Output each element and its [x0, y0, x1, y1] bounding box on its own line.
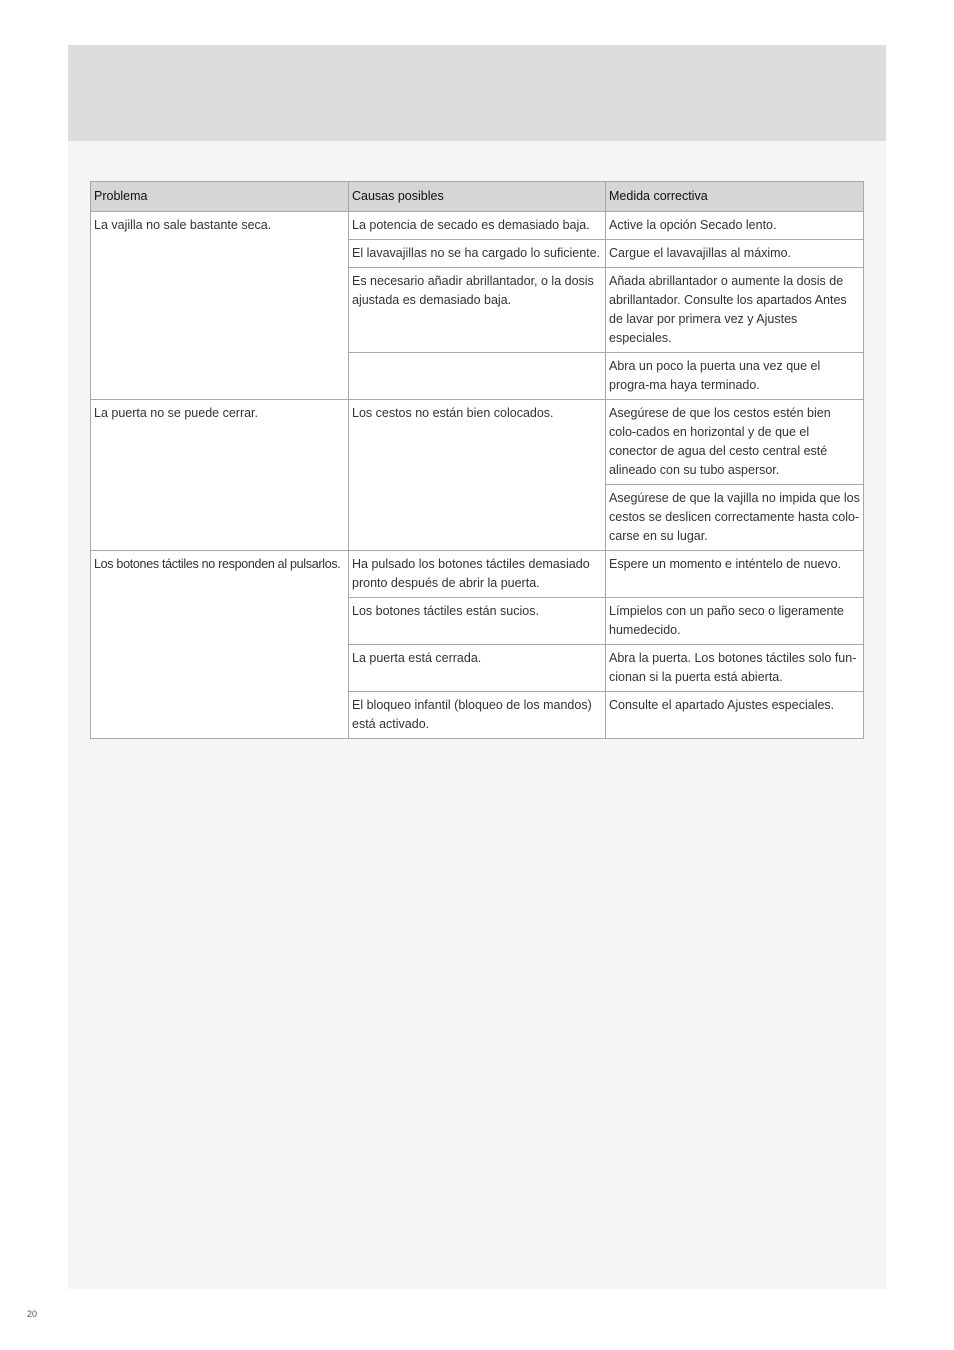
cause-cell: El lavavajillas no se ha cargado lo suficiente. [349, 240, 606, 268]
problem-cell: Los botones táctiles no responden al pulsarlos. [91, 551, 349, 739]
table-row [91, 400, 864, 485]
cause-cell: Es necesario añadir abrillantador, o la dosis ajustada es demasiado baja. [349, 268, 606, 353]
problem-cell: La puerta no se puede cerrar. [91, 400, 349, 551]
remedy-cell: Asegúrese de que la vajilla no impida que los cestos se deslicen correctamente hasta colo-carse en su lugar. [606, 485, 864, 551]
remedy-cell: Espere un momento e inténtelo de nuevo. [606, 551, 864, 598]
table-header-row [91, 182, 864, 212]
cause-cell: Ha pulsado los botones táctiles demasiado pronto después de abrir la puerta. [349, 551, 606, 598]
cause-cell: El bloqueo infantil (bloqueo de los mandos) está activado. [349, 692, 606, 739]
cause-cell: La potencia de secado es demasiado baja. [349, 212, 606, 240]
remedy-cell: Active la opción Secado lento. [606, 212, 864, 240]
cause-cell: Los botones táctiles están sucios. [349, 598, 606, 645]
remedy-cell: Consulte el apartado Ajustes especiales. [606, 692, 864, 739]
remedy-cell: Abra la puerta. Los botones táctiles solo fun-cionan si la puerta está abierta. [606, 645, 864, 692]
page-number: 20 [27, 1309, 38, 1319]
remedy-cell: Abra un poco la puerta una vez que el progra-ma haya terminado. [606, 353, 864, 400]
remedy-cell: Límpielos con un paño seco o ligeramente humedecido. [606, 598, 864, 645]
remedy-cell: Añada abrillantador o aumente la dosis de abrillantador. Consulte los apartados Antes de lavar por primera vez y Ajustes especiales. [606, 268, 864, 353]
remedy-cell: Cargue el lavavajillas al máximo. [606, 240, 864, 268]
problem-cell: La vajilla no sale bastante seca. [91, 212, 349, 400]
header-band [68, 45, 886, 141]
header-remedy: Medida correctiva [606, 182, 864, 212]
header-causes: Causas posibles [349, 182, 606, 212]
cause-cell: Los cestos no están bien colocados. [349, 400, 606, 551]
remedy-cell: Asegúrese de que los cestos estén bien colo-cados en horizontal y de que el conector de agua del cesto central esté alineado con su tubo aspersor. [606, 400, 864, 485]
troubleshooting-table [90, 181, 864, 739]
cause-cell [349, 353, 606, 400]
cause-cell: La puerta está cerrada. [349, 645, 606, 692]
header-problem: Problema [91, 182, 349, 212]
table-row [91, 551, 864, 598]
table-row [91, 212, 864, 240]
